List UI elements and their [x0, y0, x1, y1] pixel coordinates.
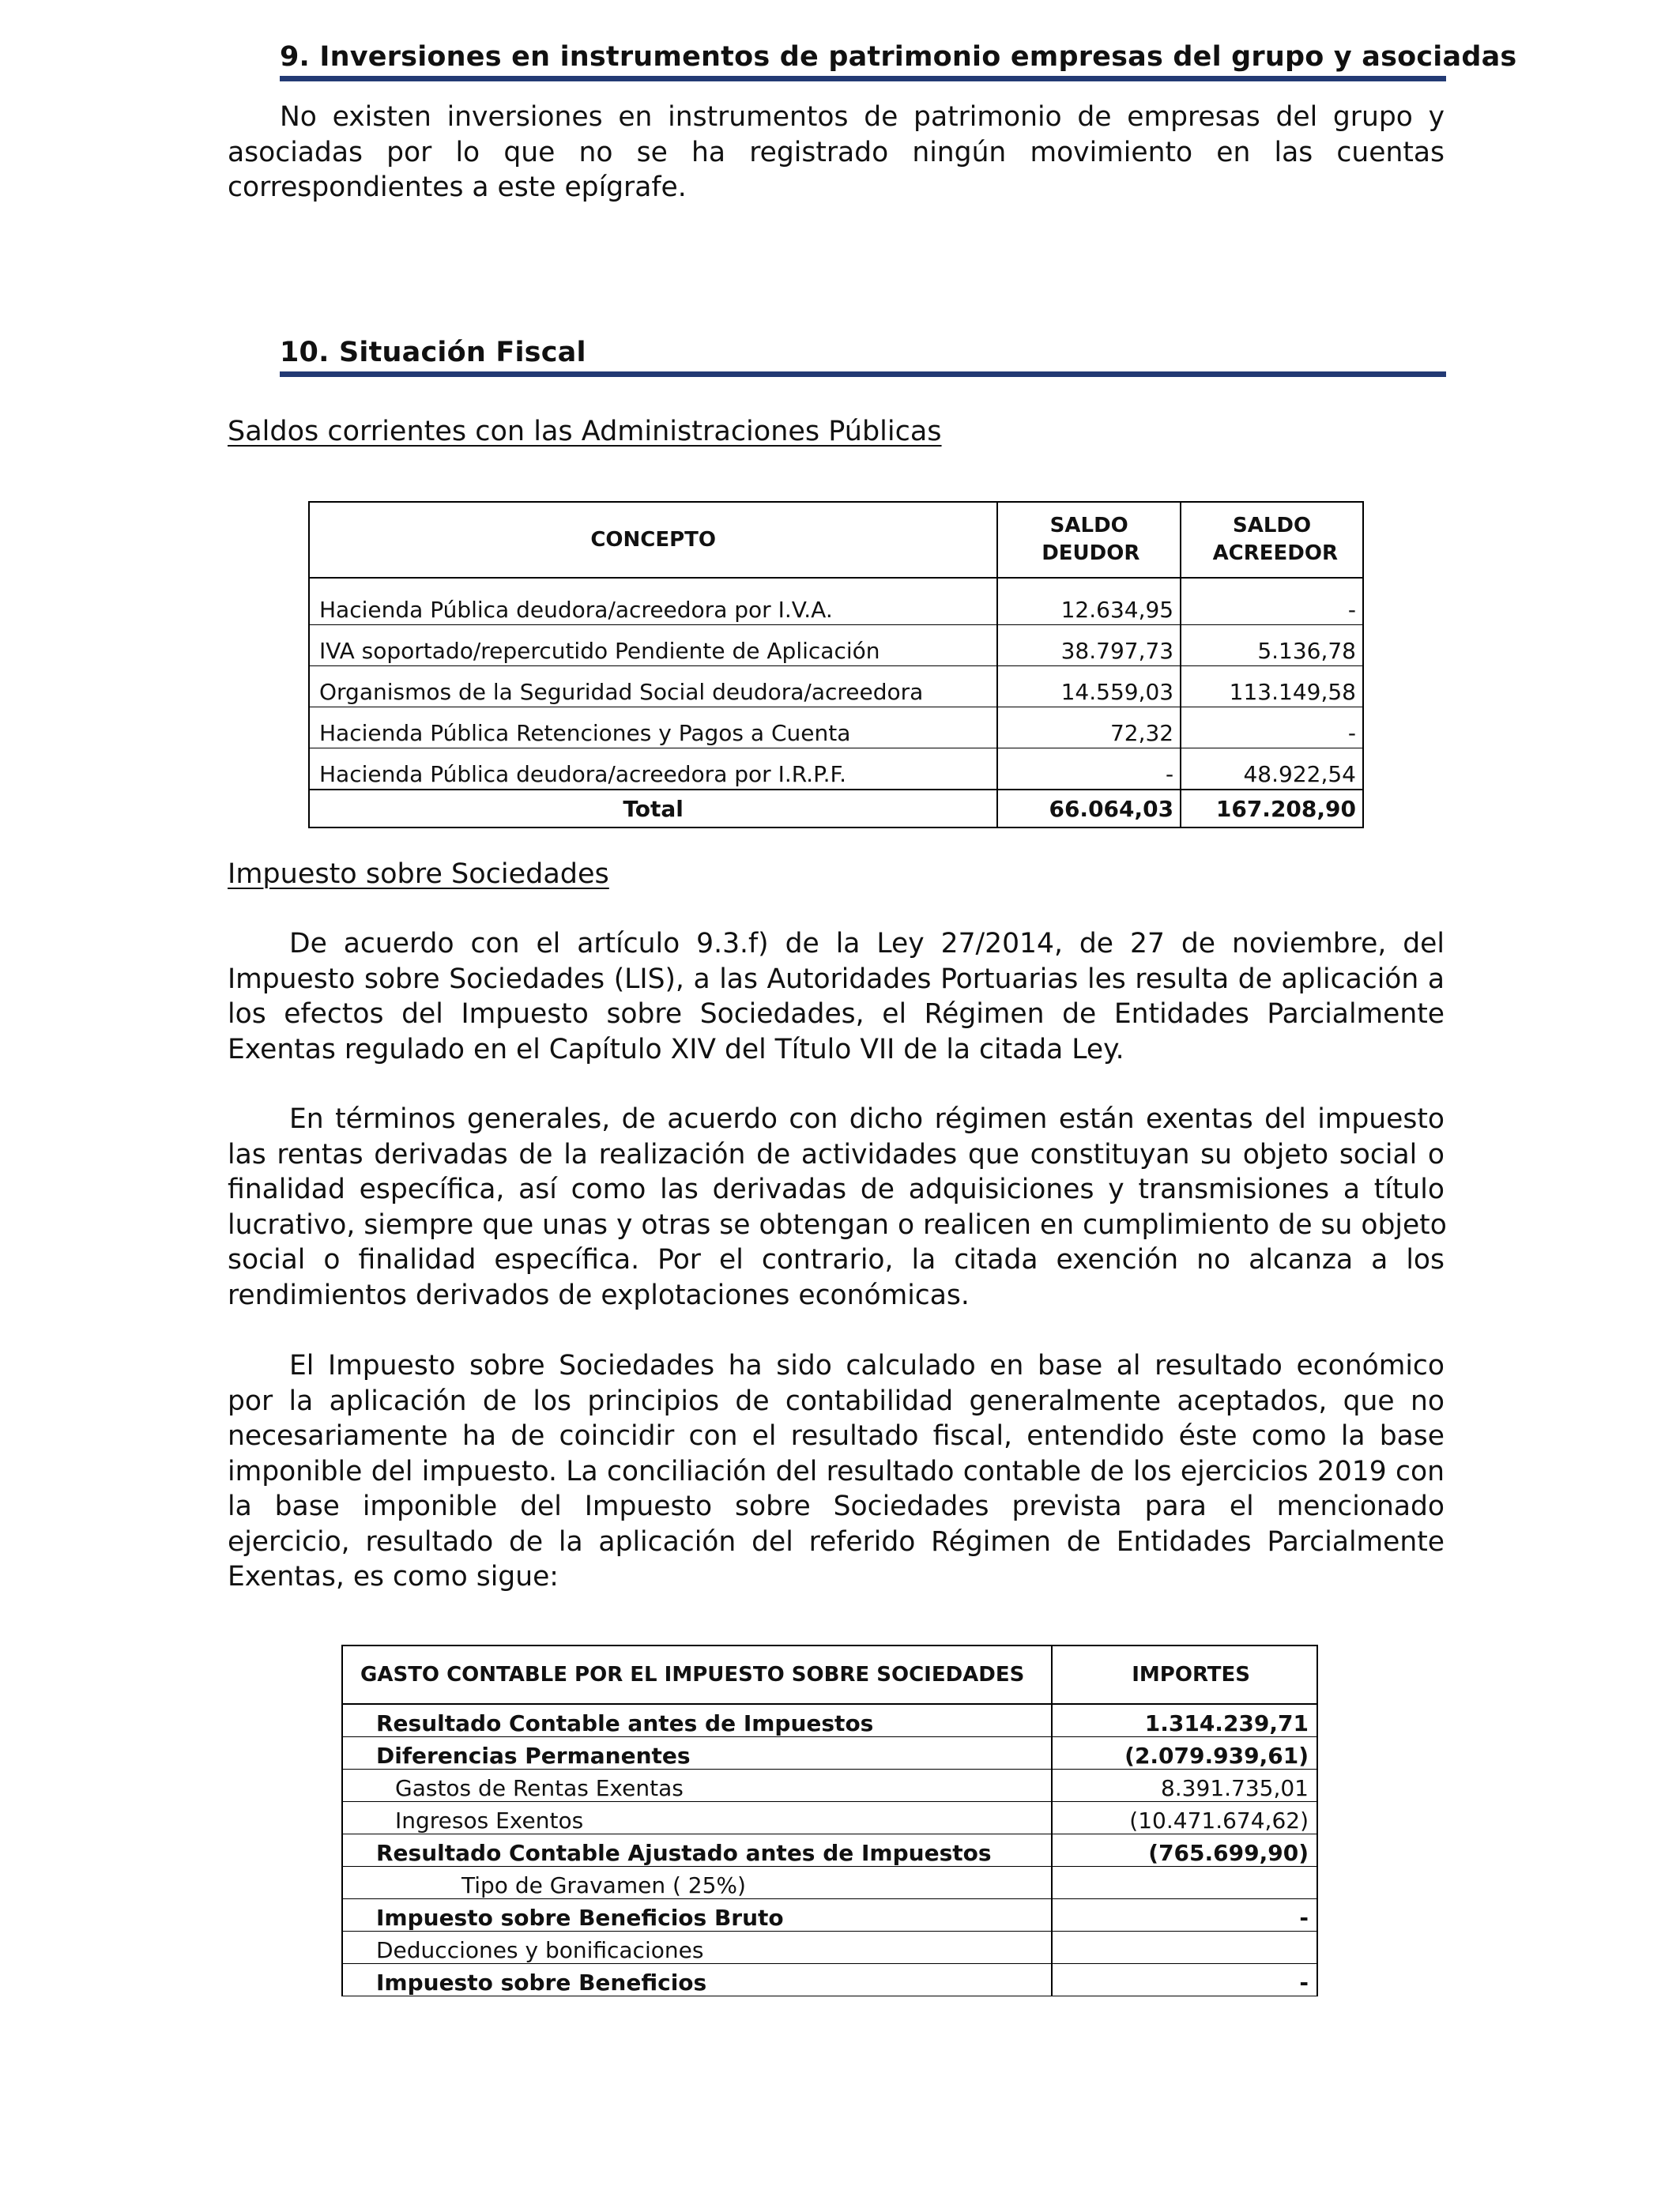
total-deudor: 66.064,03: [997, 790, 1181, 827]
table-row: [309, 625, 1363, 666]
concept-cell: Tipo de Gravamen ( 25%): [342, 1867, 1052, 1899]
concept-cell: Deducciones y bonificaciones: [342, 1932, 1052, 1964]
total-acreedor: 167.208,90: [1181, 790, 1363, 827]
acreedor-cell: 5.136,78: [1181, 625, 1363, 666]
paragraph-line: No existen inversiones en instrumentos de patrimonio de empresas del grupo y: [280, 101, 1445, 133]
paragraph-line: En términos generales, de acuerdo con dicho régimen están exentas del impuesto: [289, 1103, 1445, 1135]
concept-cell: Impuesto sobre Beneficios: [342, 1964, 1052, 1996]
concepto-cell: Hacienda Pública Retenciones y Pagos a Cuenta: [309, 707, 997, 748]
impuesto-subheading: Impuesto sobre Sociedades: [228, 858, 609, 890]
paragraph-line: lucrativo, siempre que unas y otras se obtengan o realicen en cumplimiento de su objeto: [228, 1208, 1447, 1241]
table-row: [342, 1704, 1317, 1737]
paragraph-line: correspondientes a este epígrafe.: [228, 172, 687, 203]
paragraph-line: De acuerdo con el artículo 9.3.f) de la Ley 27/2014, de 27 de noviembre, del: [289, 928, 1445, 959]
table-row: [342, 1867, 1317, 1899]
section-9-rule: [280, 76, 1446, 81]
table-header-row: [342, 1646, 1317, 1704]
importe-cell: 8.391.735,01: [1052, 1770, 1317, 1802]
concept-cell: Resultado Contable Ajustado antes de Impuestos: [342, 1834, 1052, 1867]
saldos-subheading: Saldos corrientes con las Administraciones Públicas: [228, 416, 942, 447]
paragraph-line: los efectos del Impuesto sobre Sociedades, el Régimen de Entidades Parcialmente: [228, 998, 1445, 1030]
table-row: [342, 1802, 1317, 1834]
table-row: [342, 1834, 1317, 1867]
deudor-cell: 38.797,73: [997, 625, 1181, 666]
section-9-heading: 9. Inversiones en instrumentos de patrimonio empresas del grupo y asociadas: [280, 41, 1517, 73]
importe-cell: 1.314.239,71: [1052, 1704, 1317, 1737]
deudor-cell: 12.634,95: [997, 578, 1181, 625]
paragraph-line: las rentas derivadas de la realización de actividades que constituyan su objeto social o: [228, 1138, 1445, 1171]
table-header-row: [309, 502, 1363, 578]
header-importes: IMPORTES: [1052, 1646, 1317, 1704]
concepto-cell: IVA soportado/repercutido Pendiente de Aplicación: [309, 625, 997, 666]
total-row: [309, 790, 1363, 827]
deudor-cell: -: [997, 748, 1181, 790]
table-row: [309, 748, 1363, 790]
paragraph-line: ejercicio, resultado de la aplicación del referido Régimen de Entidades Parcialmente: [228, 1525, 1445, 1558]
table-row: [309, 666, 1363, 707]
concepto-cell: Hacienda Pública deudora/acreedora por I.V.A.: [309, 578, 997, 625]
header-saldo-acreedor: SALDO ACREEDOR: [1181, 502, 1363, 578]
saldos-table: [308, 501, 1364, 828]
impuesto-paragraph-1: [228, 926, 1445, 1067]
importe-cell: [1052, 1932, 1317, 1964]
concepto-cell: Organismos de la Seguridad Social deudora/acreedora: [309, 666, 997, 707]
paragraph-line: la base imponible del Impuesto sobre Sociedades prevista para el mencionado: [228, 1491, 1445, 1522]
concept-cell: Ingresos Exentos: [342, 1802, 1052, 1834]
table-row: [342, 1899, 1317, 1932]
deudor-cell: 72,32: [997, 707, 1181, 748]
importe-cell: (2.079.939,61): [1052, 1737, 1317, 1770]
impuesto-paragraph-2: [228, 1102, 1445, 1313]
importe-cell: [1052, 1867, 1317, 1899]
total-label: Total: [309, 790, 997, 827]
gasto-table-body: [342, 1704, 1317, 1996]
paragraph-line: imponible del impuesto. La conciliación del resultado contable de los ejercicios 2019 con: [228, 1455, 1445, 1487]
table-row: [342, 1932, 1317, 1964]
importe-cell: -: [1052, 1964, 1317, 1996]
gasto-contable-table: [341, 1645, 1318, 1996]
importe-cell: (10.471.674,62): [1052, 1802, 1317, 1834]
paragraph-line: necesariamente ha de coincidir con el resultado fiscal, entendido éste como la base: [228, 1420, 1445, 1452]
concept-cell: Impuesto sobre Beneficios Bruto: [342, 1899, 1052, 1932]
paragraph-line: El Impuesto sobre Sociedades ha sido calculado en base al resultado económico: [289, 1350, 1445, 1382]
section-10-heading: 10. Situación Fiscal: [280, 337, 586, 368]
paragraph-line: rendimientos derivados de explotaciones económicas.: [228, 1279, 970, 1311]
paragraph-line: social o finalidad específica. Por el contrario, la citada exención no alcanza a los: [228, 1244, 1445, 1276]
importe-cell: -: [1052, 1899, 1317, 1932]
header-gasto-contable: GASTO CONTABLE POR EL IMPUESTO SOBRE SOCIEDADES: [342, 1646, 1052, 1704]
concept-cell: Diferencias Permanentes: [342, 1737, 1052, 1770]
paragraph-line: Exentas, es como sigue:: [228, 1561, 559, 1593]
deudor-cell: 14.559,03: [997, 666, 1181, 707]
section-9-paragraph: [228, 100, 1445, 205]
importe-cell: (765.699,90): [1052, 1834, 1317, 1867]
table-row: [309, 578, 1363, 625]
table-row: [342, 1770, 1317, 1802]
table-row: [309, 707, 1363, 748]
acreedor-cell: 48.922,54: [1181, 748, 1363, 790]
header-concepto: CONCEPTO: [309, 502, 997, 578]
paragraph-line: por la aplicación de los principios de contabilidad generalmente aceptados, que no: [228, 1385, 1445, 1417]
acreedor-cell: -: [1181, 578, 1363, 625]
paragraph-line: finalidad específica, así como las derivadas de adquisiciones y transmisiones a título: [228, 1174, 1445, 1205]
paragraph-line: Impuesto sobre Sociedades (LIS), a las Autoridades Portuarias les resulta de aplicación a: [228, 963, 1445, 995]
header-saldo-deudor: SALDO DEUDOR: [997, 502, 1181, 578]
impuesto-paragraph-3: [228, 1348, 1445, 1595]
table-row: [342, 1964, 1317, 1996]
table-row: [342, 1737, 1317, 1770]
concepto-cell: Hacienda Pública deudora/acreedora por I.R.P.F.: [309, 748, 997, 790]
concept-cell: Resultado Contable antes de Impuestos: [342, 1704, 1052, 1737]
acreedor-cell: -: [1181, 707, 1363, 748]
paragraph-line: Exentas regulado en el Capítulo XIV del Título VII de la citada Ley.: [228, 1033, 1124, 1065]
section-10-rule: [280, 371, 1446, 377]
acreedor-cell: 113.149,58: [1181, 666, 1363, 707]
concept-cell: Gastos de Rentas Exentas: [342, 1770, 1052, 1802]
paragraph-line: asociadas por lo que no se ha registrado ningún movimiento en las cuentas: [228, 136, 1445, 168]
